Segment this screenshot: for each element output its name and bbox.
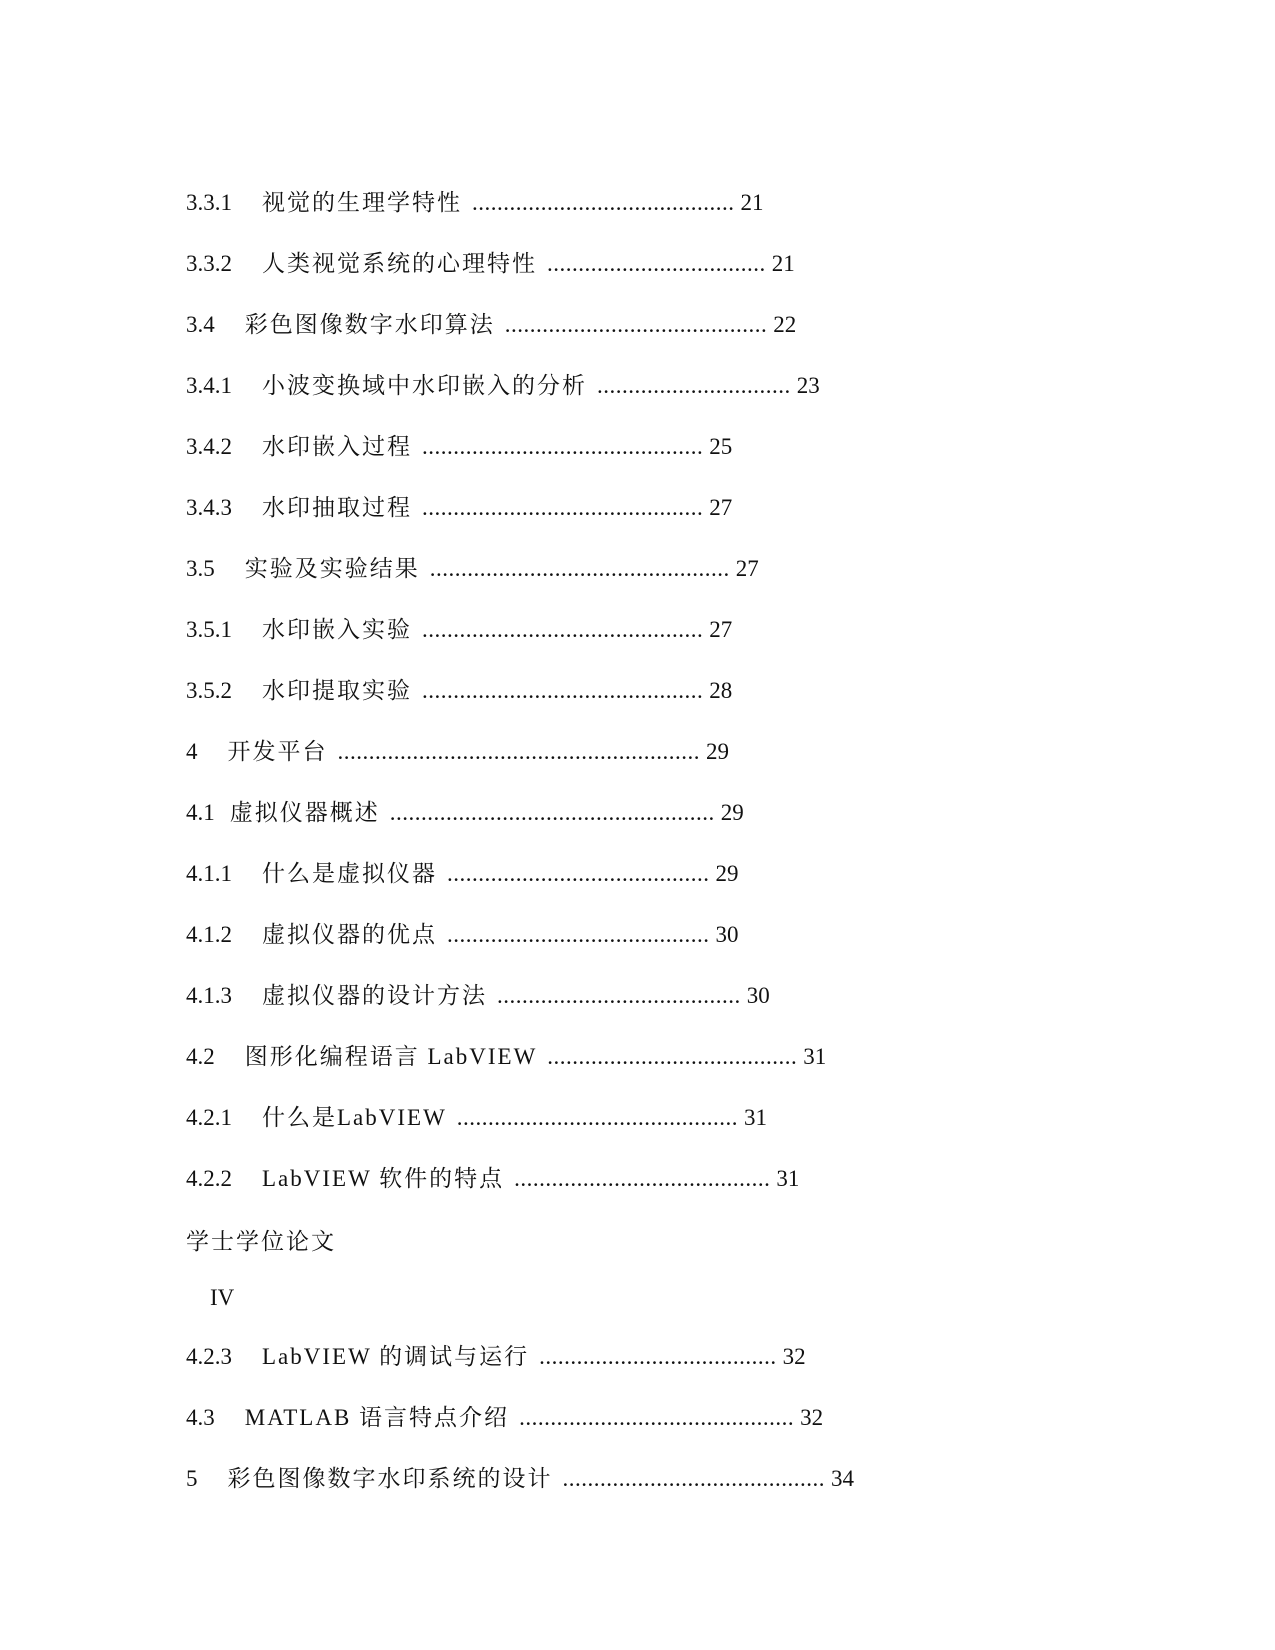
toc-entry <box>186 843 1086 904</box>
toc-entry-leader: ....................................... <box>497 982 741 1008</box>
toc-entry-page: 29 <box>715 860 739 886</box>
toc-entry-leader: .......................................... <box>447 921 710 947</box>
toc-entry-leader: ......................................... <box>514 1165 771 1191</box>
toc-entry-number: 3.4 <box>186 311 215 337</box>
toc-entry-leader: .......................................... <box>562 1465 825 1491</box>
toc-entry-leader: .......................................................... <box>337 738 700 764</box>
toc-entry-title: 虚拟仪器的设计方法 <box>262 982 487 1008</box>
table-of-contents <box>186 172 1086 1509</box>
toc-entry-page: 28 <box>709 677 733 703</box>
toc-entry-title: 开发平台 <box>227 738 328 764</box>
toc-entry-leader: .................................................... <box>389 799 715 825</box>
toc-entry <box>186 1026 1086 1087</box>
toc-entry-title: 水印嵌入过程 <box>262 433 412 459</box>
toc-entry-number: 3.5 <box>186 555 215 581</box>
toc-entry-number: 4 <box>186 738 198 764</box>
toc-entry-title: 视觉的生理学特性 <box>262 189 462 215</box>
toc-entry-number: 3.4.3 <box>186 494 232 520</box>
toc-entry-page: 21 <box>771 250 795 276</box>
toc-entry-title: 彩色图像数字水印系统的设计 <box>227 1465 553 1491</box>
toc-entry-number: 3.5.2 <box>186 677 232 703</box>
toc-entry-page: 30 <box>746 982 770 1008</box>
toc-entry <box>186 294 1086 355</box>
toc-entry-leader: ............................................. <box>422 677 704 703</box>
toc-section-after <box>186 1326 1086 1509</box>
toc-entry <box>186 1387 1086 1448</box>
toc-entry <box>186 1448 1086 1509</box>
toc-entry-leader: ................................... <box>547 250 766 276</box>
toc-entry-leader: ............................................. <box>456 1104 739 1130</box>
toc-entry <box>186 538 1086 599</box>
toc-entry <box>186 172 1086 233</box>
toc-entry-title: 水印提取实验 <box>262 677 412 703</box>
toc-entry-title: LabVIEW 的调试与运行 <box>262 1343 530 1369</box>
toc-section-before <box>186 172 1086 1209</box>
toc-entry-title: 什么是虚拟仪器 <box>262 860 437 886</box>
toc-entry-page: 30 <box>715 921 739 947</box>
toc-entry-page: 25 <box>709 433 733 459</box>
toc-entry-number: 4.2.2 <box>186 1165 232 1191</box>
page-number-roman: IV <box>210 1285 235 1310</box>
toc-entry-leader: ............................... <box>597 372 791 398</box>
toc-entry-number: 3.5.1 <box>186 616 232 642</box>
toc-entry-page: 23 <box>796 372 820 398</box>
toc-entry-title: 彩色图像数字水印算法 <box>244 311 495 337</box>
toc-entry <box>186 233 1086 294</box>
toc-entry-page: 29 <box>706 738 729 764</box>
toc-entry <box>186 782 1086 843</box>
toc-entry-number: 3.3.2 <box>186 250 232 276</box>
toc-entry-number: 4.3 <box>186 1404 215 1430</box>
toc-entry-leader: ................................................ <box>429 555 730 581</box>
toc-entry-page: 31 <box>744 1104 768 1130</box>
toc-entry <box>186 355 1086 416</box>
toc-entry <box>186 1087 1086 1148</box>
toc-entry <box>186 599 1086 660</box>
toc-entry-page: 22 <box>773 311 797 337</box>
toc-entry-title: 人类视觉系统的心理特性 <box>262 250 537 276</box>
toc-entry-title: 虚拟仪器的优点 <box>262 921 437 947</box>
toc-entry-number: 4.1.1 <box>186 860 232 886</box>
toc-entry-leader: ........................................ <box>547 1043 798 1069</box>
toc-entry-page: 29 <box>720 799 744 825</box>
toc-entry <box>186 1326 1086 1387</box>
toc-entry-leader: .......................................... <box>504 311 768 337</box>
toc-entry-number: 3.4.1 <box>186 372 232 398</box>
toc-entry-number: 4.2.3 <box>186 1343 232 1369</box>
toc-entry-page: 27 <box>709 616 733 642</box>
toc-entry-page: 21 <box>740 189 764 215</box>
toc-entry-number: 3.4.2 <box>186 433 232 459</box>
toc-entry-title: 水印嵌入实验 <box>262 616 412 642</box>
toc-entry-title: 实验及实验结果 <box>244 555 420 581</box>
toc-entry-title: 水印抽取过程 <box>262 494 412 520</box>
toc-entry <box>186 904 1086 965</box>
toc-entry-leader: .......................................... <box>447 860 710 886</box>
toc-entry <box>186 965 1086 1026</box>
toc-entry-page: 32 <box>800 1404 824 1430</box>
document-header-label: 学士学位论文 <box>186 1229 336 1254</box>
toc-entry-page: 31 <box>803 1043 827 1069</box>
toc-entry-leader: ............................................. <box>422 494 704 520</box>
toc-entry-page: 32 <box>782 1343 806 1369</box>
toc-entry <box>186 721 1086 782</box>
toc-entry-leader: ...................................... <box>539 1343 777 1369</box>
toc-entry-title: 图形化编程语言 LabVIEW <box>244 1043 538 1069</box>
toc-entry-leader: ............................................. <box>422 616 704 642</box>
toc-entry-page: 27 <box>709 494 733 520</box>
toc-entry-leader: ............................................. <box>422 433 704 459</box>
toc-entry-number: 4.2 <box>186 1043 215 1069</box>
toc-entry-page: 31 <box>776 1165 800 1191</box>
toc-entry-title: LabVIEW 软件的特点 <box>262 1165 505 1191</box>
toc-entry-number: 5 <box>186 1465 198 1491</box>
toc-entry-title: 什么是LabVIEW <box>262 1104 447 1130</box>
toc-entry <box>186 1148 1086 1209</box>
toc-entry-page: 34 <box>831 1465 854 1491</box>
toc-entry-number: 4.1 <box>186 799 215 825</box>
toc-entry-title: 虚拟仪器概述 <box>229 799 380 825</box>
toc-entry-number: 4.1.2 <box>186 921 232 947</box>
toc-entry-number: 4.2.1 <box>186 1104 232 1130</box>
toc-entry-title: MATLAB 语言特点介绍 <box>244 1404 510 1430</box>
toc-entry-title: 小波变换域中水印嵌入的分析 <box>262 372 587 398</box>
toc-entry-leader: ............................................ <box>519 1404 795 1430</box>
toc-entry-number: 3.3.1 <box>186 189 232 215</box>
toc-entry-number: 4.1.3 <box>186 982 232 1008</box>
toc-entry <box>186 416 1086 477</box>
toc-entry <box>186 477 1086 538</box>
toc-entry <box>186 660 1086 721</box>
toc-entry-page: 27 <box>735 555 759 581</box>
toc-entry-leader: .......................................... <box>472 189 735 215</box>
